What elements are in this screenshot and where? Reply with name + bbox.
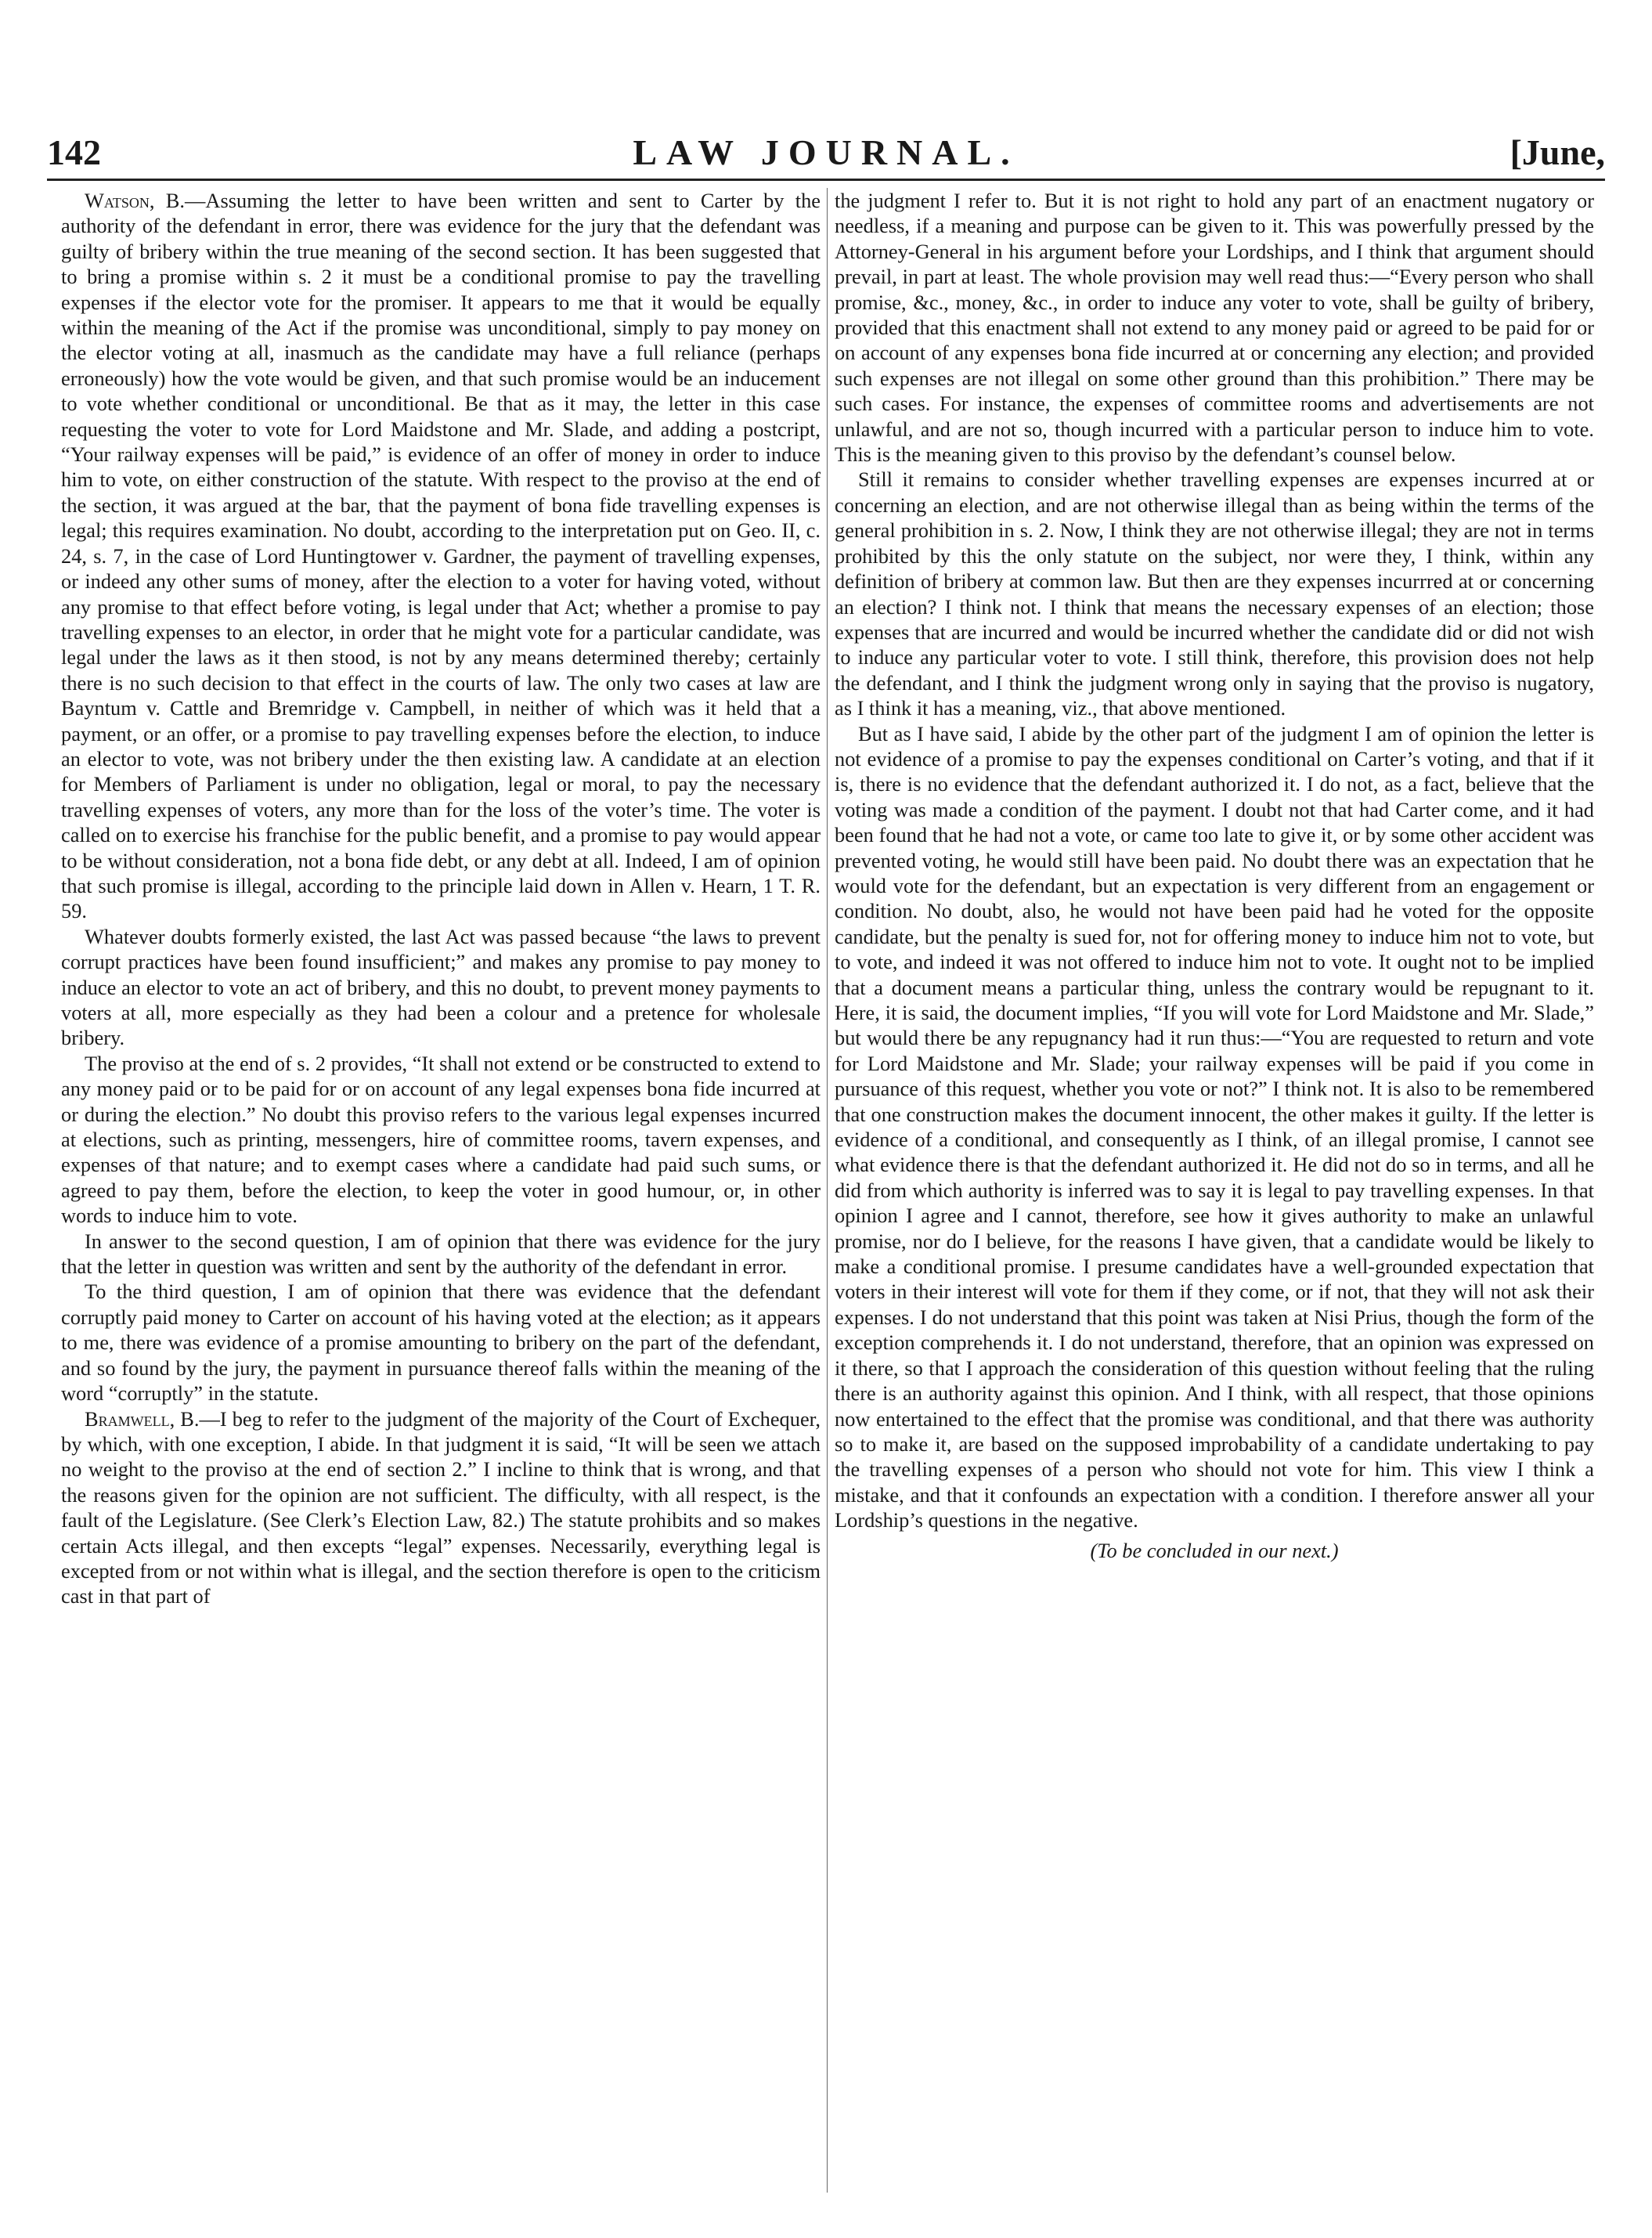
paragraph	[61, 188, 821, 924]
speaker-name: Watson, B.	[85, 189, 186, 212]
continuation-note: (To be concluded in our next.)	[1090, 1538, 1339, 1562]
paragraph-text: To the third question, I am of opinion that there was evidence that the defendant corruptly paid money to Carter on account of his having voted at the election; as it appears to me, there was evidence of a promise amounting to bribery on the part of the defendant, and so found by the jury, the payment in pursuance thereof falls within the meaning of the word “corruptly” in the statute.	[61, 1280, 821, 1406]
paragraph	[61, 1051, 821, 1229]
paragraph	[61, 1229, 821, 1280]
page-number: 142	[47, 132, 101, 172]
paragraph	[835, 467, 1594, 720]
left-column	[61, 188, 821, 1609]
paragraph	[61, 924, 821, 1051]
paragraph	[835, 188, 1594, 467]
paragraph-text: Still it remains to consider whether travelling expenses are expenses incurred at or concerning an election, and are not otherwise illegal than as being within the terms of the general prohibition in s. 2. Now, I think they are not otherwise illegal; they are not in terms prohibited by this the only statute on the subject, nor were they, I think, within any definition of bribery at common law. But then are they expenses incurrred at or concerning an election? I think not. I think that means the necessary expenses of an election; those expenses that are incurred and would be incurred whether the candidate did or did not wish to induce any particular voter to vote. I still think, therefore, this provision does not help the defendant, and I think the judgment wrong only in saying that the proviso is nugatory, as I think it has a meaning, viz., that above mentioned.	[835, 467, 1594, 720]
paragraph-text: But as I have said, I abide by the other part of the judgment I am of opinion the letter is not evidence of a promise to pay the expenses conditional on Carter’s voting, and that if it is, there is no evidence that the defendant authorized it. I do not, as a fact, believe that the voting was made a condition of the payment. I doubt not that had Carter come, and it had been found that he had not a vote, or came too late to give it, or by some other accident was prevented voting, he would still have been paid. No doubt there was an expectation that he would vote for the defendant, but an expectation is very different from an engagement or condition. No doubt, also, he would not have been paid had he voted for the opposite candidate, but the penalty is sued for, not for offering money to induce him not to vote, but to vote, and indeed it was not offered to induce him not to vote. It ought not to be implied that a document means a particular thing, unless the contrary would be repugnant to it. Here, it is said, the document implies, “If you will vote for Lord Maidstone and Mr. Slade,” but would there be any repugnancy had it run thus:—“You are requested to return and vote for Lord Maidstone and Mr. Slade; your railway expenses will be paid if you come in pursuance of this request, whether you vote or not?” I think not. It is also to be remembered that one construction makes the document innocent, the other makes it guilty. If the letter is evidence of a conditional, and consequently as I think, of an illegal promise, I cannot see what evidence there is that the defendant authorized it. He did not do so in terms, and all he did from which authority is inferred was to say it is legal to pay travelling expenses. In that opinion I agree and I cannot, therefore, see how it gives authority to make an unlawful promise, nor do I believe, for the reasons I have given, that a candidate would be likely to make a conditional promise. I presume candidates have a well-grounded expectation that voters in their interest will vote for them if they come, or if not, that they will not ask their expenses. I do not understand that this point was taken at Nisi Prius, though the form of the exception comprehends it. I do not understand, therefore, that an opinion was expressed on it there, so that I approach the consideration of this question without feeling that the ruling there is an authority against this opinion. And I think, with all respect, that those opinions now entertained to the effect that the promise was conditional, and that there was authority so to make it, are based on the supposed improbability of a candidate undertaking to pay the travelling expenses of a person who should not vote for him. This view I think a mistake, and that it confounds an expectation with a condition. I therefore answer all your Lordship’s questions in the negative.	[835, 721, 1594, 1532]
paragraph-text: the judgment I refer to. But it is not right to hold any part of an enactment nugatory or needless, if a meaning and purpose can be given to it. This was powerfully pressed by the Attorney-General in his argument before your Lordships, and I think that argument should prevail, in part at least. The whole provision may well read thus:—“Every person who shall promise, &c., money, &c., in order to induce any voter to vote, shall be guilty of bribery, provided that this enactment shall not extend to any money paid or agreed to be paid for or on account of any expenses bona fide incurred at or concerning any election; and provided such expenses are not illegal on some other ground than this prohibition.” There may be such cases. For instance, the expenses of committee rooms and advertisements are not unlawful, and are not so, though incurred with a particular person to induce him to vote. This is the meaning given to this proviso by the defendant’s counsel below.	[835, 189, 1594, 467]
paragraph	[61, 1406, 821, 1609]
paragraph-text: In answer to the second question, I am of opinion that there was evidence for the jury that the letter in question was written and sent by the authority of the defendant in error.	[61, 1229, 821, 1279]
running-month: [June,	[1510, 132, 1605, 172]
paragraph	[835, 721, 1594, 1533]
paragraph-text: The proviso at the end of s. 2 provides, “It shall not extend or be constructed to extend to any money paid or to be paid for or on account of any legal expenses bona fide incurred at or during the election.” No doubt this proviso refers to the various legal expenses incurred at elections, such as printing, messengers, hire of committee rooms, tavern expenses, and expenses of that nature; and to exempt cases where a candidate had paid such sums, or agreed to pay them, before the election, to keep the voter in good humour, or, in other words to induce him to vote.	[61, 1051, 821, 1228]
right-column	[835, 188, 1594, 1563]
column-divider	[827, 188, 828, 2193]
paragraph-text: —I beg to refer to the judgment of the majority of the Court of Exchequer, by which, with one exception, I abide. In that judgment it is said, “It will be seen we attach no weight to the proviso at the end of section 2.” I incline to think that is wrong, and that the reasons given for the opinion are not sufficient. The difficulty, with all respect, is the fault of the Legislature. (See Clerk’s Election Law, 82.) The statute prohibits and so makes certain Acts illegal, and then excepts “legal” expenses. Necessarily, everything legal is excepted from or not within what is illegal, and the section therefore is open to the criticism cast in that part of	[61, 1406, 821, 1608]
page-header	[47, 132, 1605, 179]
header-rule	[47, 179, 1605, 181]
paragraph	[61, 1279, 821, 1406]
paragraph-text: Whatever doubts formerly existed, the last Act was passed because “the laws to prevent corrupt practices have been found insufficient;” and makes any promise to pay money to induce an elector to vote an act of bribery, and this no doubt, to prevent money payments to voters at all, more especially as they had been a colour and a pretence for wholesale bribery.	[61, 924, 821, 1050]
speaker-name: Bramwell, B.	[85, 1406, 200, 1431]
paragraph-text: —Assuming the letter to have been written and sent to Carter by the authority of the defendant in error, there was evidence for the jury that the defendant was guilty of bribery within the true meaning of the second section. It has been suggested that to bring a promise within s. 2 it must be a conditional promise to pay the travelling expenses if the elector vote for the promiser. It appears to me that it would be equally within the meaning of the Act if the promise was unconditional, simply to pay money on the elector voting at all, inasmuch as the candidate may have a full reliance (perhaps erroneously) how the vote would be given, and that such promise would be an inducement to vote whether conditional or unconditional. Be that as it may, the letter in this case requesting the voter to vote for Lord Maidstone and Mr. Slade, and adding a postcript, “Your railway expenses will be paid,” is evidence of an offer of money in order to induce him to vote, on either construction of the statute. With respect to the proviso at the end of the section, it was argued at the bar, that the payment of bona fide travelling expenses is legal; this requires examination. No doubt, according to the interpretation put on Geo. II, c. 24, s. 7, in the case of Lord Huntingtower v. Gardner, the payment of travelling expenses, or indeed any other sums of money, after the election to a voter for having voted, without any promise to that effect before voting, is legal under that Act; whether a promise to pay travelling expenses to an elector, in order that he might vote for a particular candidate, was legal under the laws as it then stood, is not by any means determined thereby; certainly there is no such decision to that effect in the courts of law. The only two cases at law are Bayntum v. Cattle and Bremridge v. Campbell, in neither of which was it held that a payment, or an offer, or a promise to pay travelling expenses before the election, to induce an elector to vote, was not bribery under the then existing law. A candidate at an election for Members of Parliament is under no obligation, legal or moral, to pay the necessary travelling expenses of voters, any more than for the loss of the voter’s time. The voter is called on to exercise his franchise for the public benefit, and a promise to pay would appear to be without consideration, not a bona fide debt, or any debt at all. Indeed, I am of opinion that such promise is illegal, according to the principle laid down in Allen v. Hearn, 1 T. R. 59.	[61, 189, 821, 923]
running-title: LAW JOURNAL.	[633, 132, 1019, 172]
